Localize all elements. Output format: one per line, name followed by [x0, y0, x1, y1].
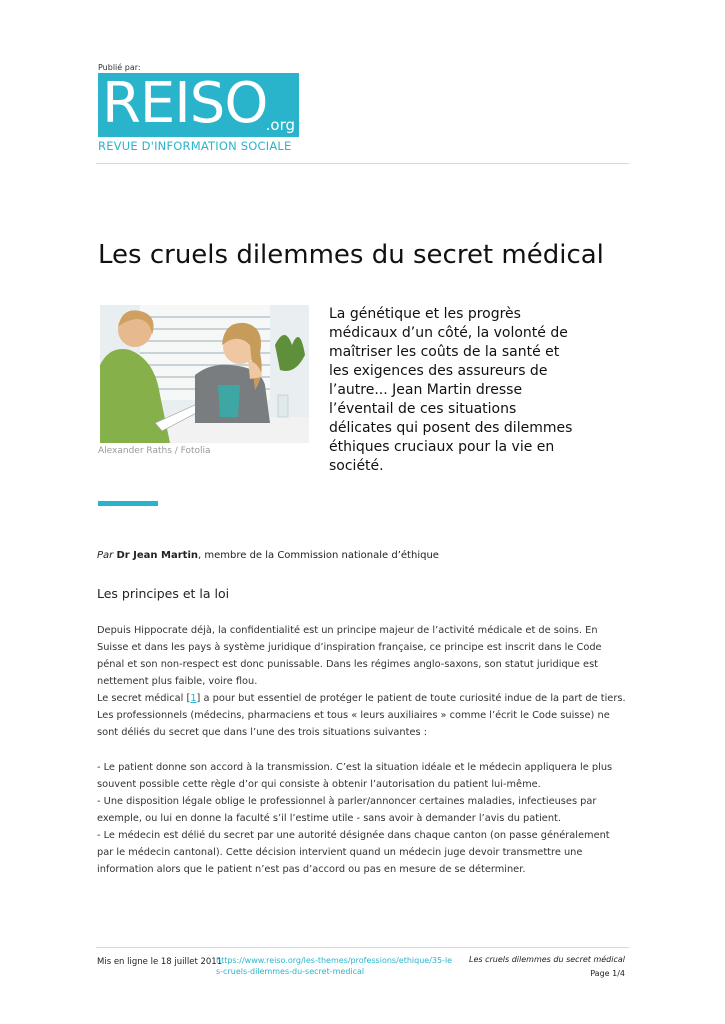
- logo-box: [98, 73, 299, 137]
- reiso-logo[interactable]: [98, 73, 299, 155]
- logo-domain: .org: [265, 116, 295, 134]
- section-heading: Les principes et la loi: [97, 586, 230, 601]
- online-date: Mis en ligne le 18 juillet 2011: [97, 957, 223, 967]
- paragraph-2: [97, 690, 627, 741]
- byline-prefix: Par: [97, 550, 114, 561]
- list-item: - Le médecin est délié du secret par une autorité désignée dans chaque canton (on passe généralement par le médecin cantonal). Cette décision intervient quand un médecin juge devoir transmettre une information alors que le patient n’est pas d’accord ou pas en mesure de se déterminer.: [97, 830, 610, 875]
- byline-author: Dr Jean Martin: [116, 550, 198, 561]
- photo-caption: Alexander Raths / Fotolia: [98, 446, 211, 456]
- paragraph-2-start: Le secret médical [: [97, 693, 191, 704]
- accent-bar: [98, 501, 158, 506]
- list-item: - Une disposition légale oblige le professionnel à parler/annoncer certaines maladies, infectieuses par exemple, ou lui en donne la faculté s’il l’estime utile - sans avoir à demander l’avis du patient.: [97, 796, 597, 824]
- list-item: - Le patient donne son accord à la transmission. C’est la situation idéale et le médecin appliquera le plus souvent possible cette règle d’or qui consiste à obtenir l’autorisation du patient lui-même.: [97, 762, 613, 790]
- published-by-label: Publié par:: [98, 63, 141, 72]
- footer-doc-title: Les cruels dilemmes du secret médical: [469, 955, 625, 964]
- logo-wordmark: REISO: [102, 71, 268, 136]
- article-title: Les cruels dilemmes du secret médical: [98, 240, 604, 270]
- paragraph-2-end: ] a pour but essentiel de protéger le patient de toute curiosité indue de la part de tiers. Les professionnels (médecins, pharmaciens et tous « leurs auxiliaires » comme l’écrit le Code suisse) ne sont déliés du secret que dans l’une des trois situations suivantes :: [97, 693, 626, 738]
- footnote-link-1[interactable]: 1: [190, 693, 197, 704]
- byline: [97, 550, 439, 561]
- logo-tagline: REVUE D'INFORMATION SOCIALE: [98, 139, 292, 153]
- byline-role: , membre de la Commission nationale d’éthique: [198, 550, 439, 561]
- paragraph-1: Depuis Hippocrate déjà, la confidentialité est un principe majeur de l’activité médicale et de soins. En Suisse et dans les pays à système juridique d’inspiration française, ce principe est inscrit dans le Code pénal et son non-respect est donc punissable. Dans les régimes anglo-saxons, son statut juridique est nettement plus faible, voire flou.: [97, 625, 602, 687]
- footer-divider: [96, 947, 629, 948]
- doctor-patient-illustration: [100, 305, 309, 443]
- page-number: Page 1/4: [590, 969, 625, 978]
- conditions-list: [97, 759, 627, 878]
- article-photo: [100, 305, 309, 443]
- header-divider: [96, 163, 629, 164]
- article-url-link[interactable]: https://www.reiso.org/les-themes/professions/ethique/35-les-cruels-dilemmes-du-secret-medical: [216, 956, 453, 976]
- article-lead: La génétique et les progrès médicaux d’un côté, la volonté de maîtriser les coûts de la santé et les exigences des assureurs de l’autre... Jean Martin dresse l’éventail de ces situations délicates qui posent des dilemmes éthiques cruciaux pour la vie en société.: [329, 306, 573, 474]
